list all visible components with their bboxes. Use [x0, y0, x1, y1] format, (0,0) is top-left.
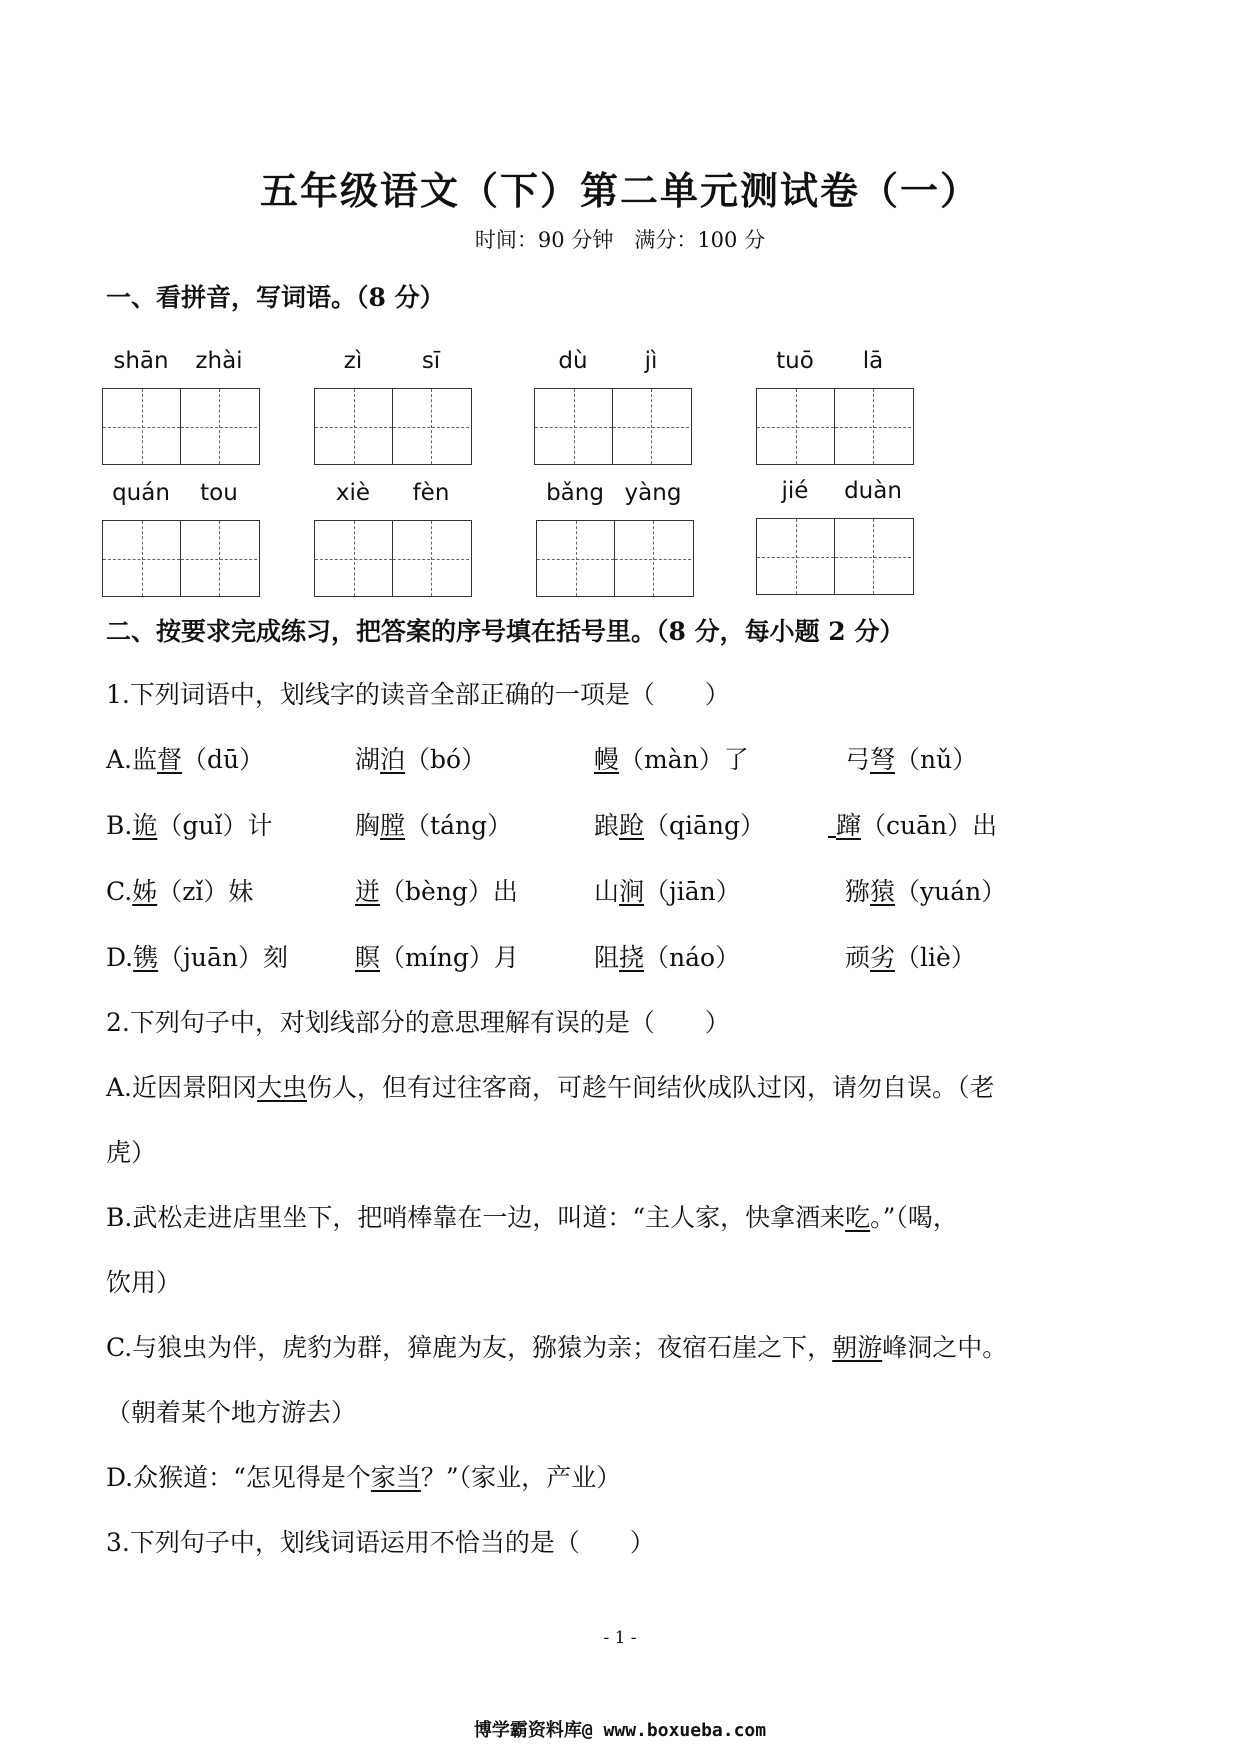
page-number: - 1 -	[603, 1628, 637, 1648]
option-d-word-4: 顽劣（liè）	[845, 943, 976, 972]
pinyin-item	[314, 478, 472, 597]
pinyin-item	[756, 346, 914, 465]
writing-grid[interactable]	[534, 388, 692, 465]
pinyin-syllable: zì	[343, 348, 363, 374]
page-title: 五年级语文（下）第二单元测试卷（一）	[259, 168, 980, 213]
option-b-word-2: 胸膛（táng）	[355, 811, 513, 840]
pinyin-syllable: zhài	[195, 348, 243, 374]
pinyin-item	[536, 478, 694, 597]
writing-grid[interactable]	[314, 388, 472, 465]
option-c-word-3: 山涧（jiān）	[594, 877, 741, 906]
footer-watermark: 博学霸资料库@ www.boxueba.com	[473, 1720, 767, 1741]
option-d-word-3: 阻挠（náo）	[594, 943, 741, 972]
q2-option-d: D.众猴道：“怎见得是个家当？”（家业，产业）	[106, 1463, 622, 1492]
writing-grid[interactable]	[536, 520, 694, 597]
question-3-stem: 3.下列句子中，划线词语运用不恰当的是（ ）	[106, 1528, 655, 1557]
pinyin-syllable: jì	[644, 348, 658, 374]
q2-option-c-cont: （朝着某个地方游去）	[106, 1398, 357, 1427]
question-1-stem: 1.下列词语中，划线字的读音全部正确的一项是（ ）	[106, 680, 730, 709]
pinyin-syllable: tou	[200, 480, 238, 506]
q2-option-b: B.武松走进店里坐下，把哨棒靠在一边，叫道：“主人家，快拿酒来吃。”（喝，	[106, 1203, 958, 1232]
writing-grid[interactable]	[102, 388, 260, 465]
option-b-word-3: 踉跄（qiāng）	[594, 811, 766, 840]
q2-option-a: A.近因景阳冈大虫伤人，但有过往客商，可趁午间结伙成队过冈，请勿自误。（老	[106, 1073, 995, 1102]
option-b-word-4: 蹿（cuān）出	[835, 811, 998, 840]
pinyin-item	[102, 346, 260, 465]
pinyin-item	[756, 476, 914, 595]
option-a-word-4: 弓弩（nǔ）	[845, 745, 978, 774]
option-a-word-3: 幔（màn）了	[594, 745, 749, 774]
q2-option-c: C.与狼虫为伴，虎豹为群，獐鹿为友，猕猿为亲；夜宿石崖之下，朝游峰洞之中。	[106, 1333, 1008, 1362]
option-c-word-2: 迸（bèng）出	[355, 877, 518, 906]
option-d-word-1: D.镌（juān）刻	[106, 943, 288, 972]
pinyin-syllable: bǎng	[546, 480, 604, 506]
option-d-word-2: 瞑（míng）月	[355, 943, 519, 972]
pinyin-item	[314, 346, 472, 465]
pinyin-syllable: tuō	[776, 348, 814, 374]
q2-option-a-cont: 虎）	[106, 1138, 157, 1167]
pinyin-syllable: duàn	[844, 478, 902, 504]
option-b-word-1: B.诡（guǐ）计	[106, 811, 273, 840]
pinyin-syllable: fèn	[412, 480, 450, 506]
exam-info: 时间：90 分钟 满分：100 分	[474, 228, 766, 252]
q2-option-b-cont: 饮用）	[106, 1268, 182, 1297]
option-a-word-1: A.监督（dū）	[106, 745, 265, 774]
option-c-word-4: 猕猿（yuán）	[845, 877, 1007, 906]
pinyin-item	[534, 346, 692, 465]
pinyin-syllable: shān	[113, 348, 169, 374]
pinyin-syllable: xiè	[335, 480, 371, 506]
pinyin-item	[102, 478, 260, 597]
writing-grid[interactable]	[756, 518, 914, 595]
pinyin-syllable: dù	[558, 348, 588, 374]
pinyin-syllable: jié	[781, 478, 809, 504]
writing-grid[interactable]	[314, 520, 472, 597]
writing-grid[interactable]	[756, 388, 914, 465]
writing-grid[interactable]	[102, 520, 260, 597]
option-a-word-2: 湖泊（bó）	[355, 745, 487, 774]
pinyin-syllable: yàng	[624, 480, 682, 506]
section-2-heading: 二、按要求完成练习，把答案的序号填在括号里。（8 分，每小题 2 分）	[106, 617, 905, 646]
pinyin-syllable: sī	[421, 348, 441, 374]
question-2-stem: 2.下列句子中，对划线部分的意思理解有误的是（ ）	[106, 1008, 730, 1037]
pinyin-syllable: quán	[112, 480, 170, 506]
pinyin-syllable: lā	[862, 348, 884, 374]
option-c-word-1: C.姊（zǐ）妹	[106, 877, 254, 906]
section-1-heading: 一、看拼音，写词语。（8 分）	[106, 283, 445, 312]
